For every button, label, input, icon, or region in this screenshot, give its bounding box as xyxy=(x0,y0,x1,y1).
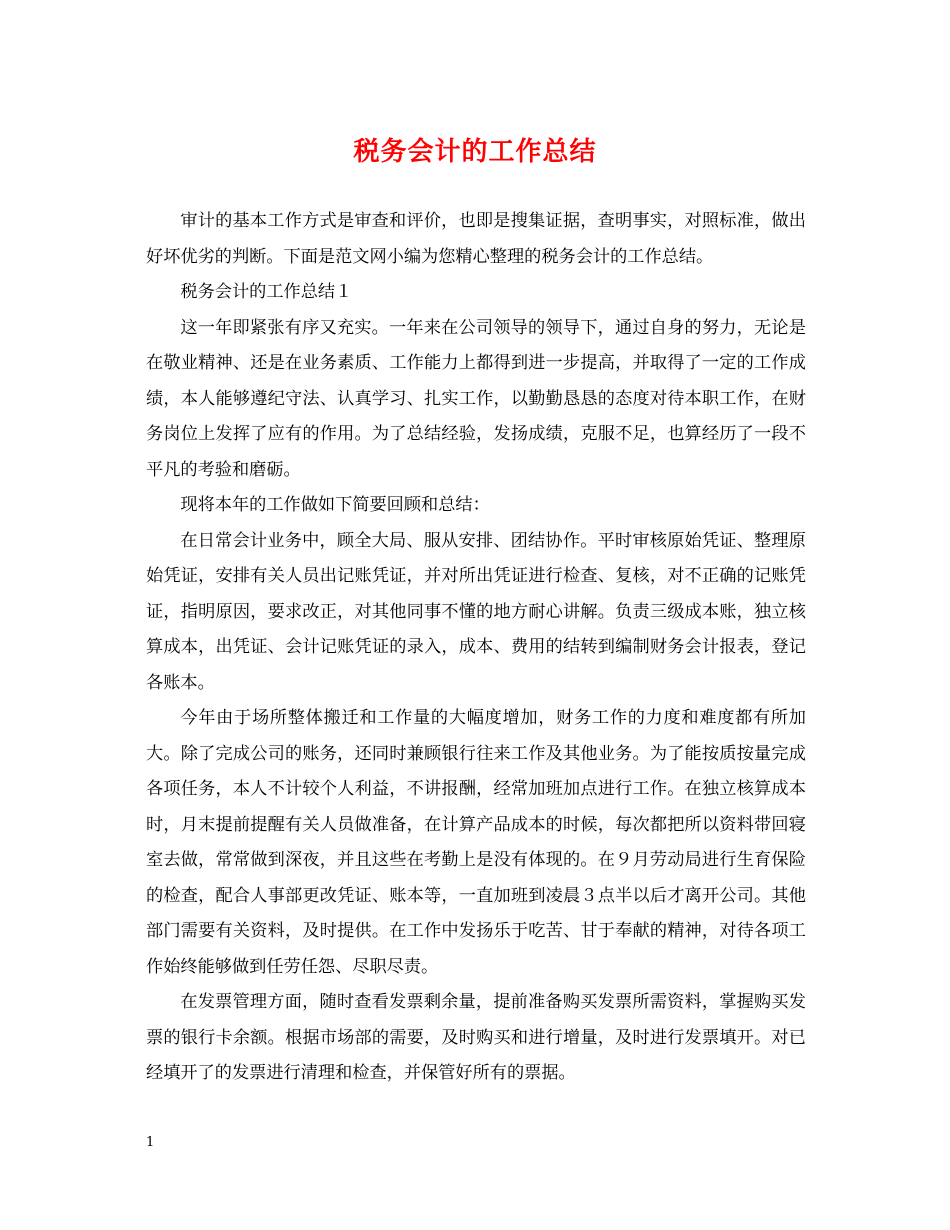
paragraph: 在发票管理方面，随时查看发票剩余量，提前准备购买发票所需资料，掌握购买发票的银行卡余额。根据市场部的需要，及时购买和进行增量，及时进行发票填开。对已经填开了的发票进行清理和检查，并保管好所有的票据。 xyxy=(146,992,806,1083)
paragraph: 在日常会计业务中，顾全大局、服从安排、团结协作。平时审核原始凭证、整理原始凭证，安排有关人员出记账凭证，并对所出凭证进行检查、复核，对不正确的记账凭证，指明原因，要求改正，对其他同事不懂的地方耐心讲解。负责三级成本账，独立核算成本，出凭证、会计记账凭证的录入，成本、费用的结转到编制财务会计报表，登记各账本。 xyxy=(146,530,806,693)
paragraph: 今年由于场所整体搬迁和工作量的大幅度增加，财务工作的力度和难度都有所加大。除了完成公司的账务，还同时兼顾银行往来工作及其他业务。为了能按质按量完成各项任务，本人不计较个人利益，不讲报酬，经常加班加点进行工作。在独立核算成本时，月末提前提醒有关人员做准备，在计算产品成本的时候，每次都把所以资料带回寝室去做，常常做到深夜，并且这些在考勤上是没有体现的。在９月劳动局进行生育保险的检查，配合人事部更改凭证、账本等，一直加班到凌晨３点半以后才离开公司。其他部门需要有关资料，及时提供。在工作中发扬乐于吃苦、甘于奉献的精神，对待各项工作始终能够做到任劳任怨、尽职尽责。 xyxy=(146,708,806,977)
paragraph: 这一年即紧张有序又充实。一年来在公司领导的领导下，通过自身的努力，无论是在敬业精神、还是在业务素质、工作能力上都得到进一步提高，并取得了一定的工作成绩，本人能够遵纪守法、认真学习、扎实工作，以勤勤恳恳的态度对待本职工作，在财务岗位上发挥了应有的作用。为了总结经验，发扬成绩，克服不足，也算经历了一段不平凡的考验和磨砺。 xyxy=(146,317,806,480)
paragraph: 审计的基本工作方式是审查和评价，也即是搜集证据，查明事实，对照标准，做出好坏优劣的判断。下面是范文网小编为您精心整理的税务会计的工作总结。 xyxy=(146,211,806,267)
document-body xyxy=(146,204,806,1092)
page-number: 1 xyxy=(146,1135,155,1150)
document-title: 税务会计的工作总结 xyxy=(353,137,597,167)
section-heading: 税务会计的工作总结１ xyxy=(180,282,353,302)
paragraph: 现将本年的工作做如下简要回顾和总结： xyxy=(180,495,490,515)
